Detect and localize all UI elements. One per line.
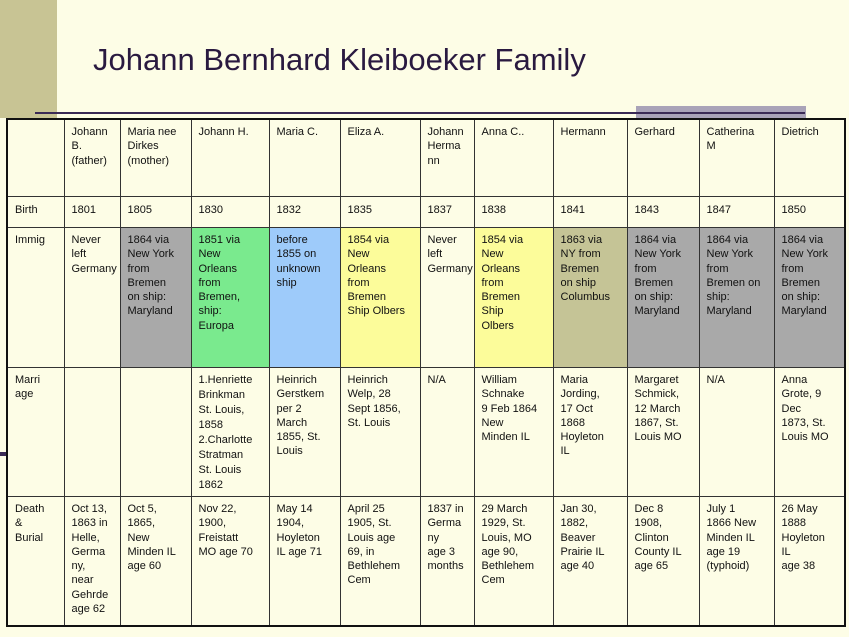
immig-cell: before 1855 on unknown ship bbox=[269, 228, 340, 368]
death-row bbox=[7, 497, 845, 627]
death-cell: Oct 13, 1863 in Helle, Germa ny, near Gehrde age 62 bbox=[64, 497, 120, 627]
birth-cell: 1847 bbox=[699, 197, 774, 228]
marriage-cell: Heinrich Welp, 28 Sept 1856, St. Louis bbox=[340, 368, 420, 497]
marriage-row bbox=[7, 368, 845, 497]
birth-cell: 1850 bbox=[774, 197, 845, 228]
marriage-cell: 1.Henriette Brinkman St. Louis, 1858 2.Charlotte Stratman St. Louis 1862 bbox=[191, 368, 269, 497]
death-cell: 29 March 1929, St. Louis, MO age 90, Bethlehem Cem bbox=[474, 497, 553, 627]
birth-cell: 1843 bbox=[627, 197, 699, 228]
death-cell: May 14 1904, Hoyleton IL age 71 bbox=[269, 497, 340, 627]
birth-cell: 1835 bbox=[340, 197, 420, 228]
person-name: Johann B. (father) bbox=[64, 119, 120, 197]
person-name: Johann Herma nn bbox=[420, 119, 474, 197]
marriage-cell: Margaret Schmick, 12 March 1867, St. Louis MO bbox=[627, 368, 699, 497]
marriage-cell bbox=[120, 368, 191, 497]
marriage-cell: Anna Grote, 9 Dec 1873, St. Louis MO bbox=[774, 368, 845, 497]
person-name: Maria C. bbox=[269, 119, 340, 197]
marriage-cell: Heinrich Gerstkem per 2 March 1855, St. Louis bbox=[269, 368, 340, 497]
death-cell: Nov 22, 1900, Freistatt MO age 70 bbox=[191, 497, 269, 627]
immig-cell: 1851 via New Orleans from Bremen, ship: Europa bbox=[191, 228, 269, 368]
death-cell: Dec 8 1908, Clinton County IL age 65 bbox=[627, 497, 699, 627]
marriage-cell: William Schnake 9 Feb 1864 New Minden IL bbox=[474, 368, 553, 497]
death-cell: Jan 30, 1882, Beaver Prairie IL age 40 bbox=[553, 497, 627, 627]
birth-cell: 1801 bbox=[64, 197, 120, 228]
immig-cell: 1863 via NY from Bremen on ship Columbus bbox=[553, 228, 627, 368]
corner-cell bbox=[7, 119, 64, 197]
immigration-row bbox=[7, 228, 845, 368]
death-cell: July 1 1866 New Minden IL age 19 (typhoid) bbox=[699, 497, 774, 627]
person-name: Maria nee Dirkes (mother) bbox=[120, 119, 191, 197]
birth-row bbox=[7, 197, 845, 228]
person-name: Catherina M bbox=[699, 119, 774, 197]
immig-cell: 1864 via New York from Bremen on ship: Maryland bbox=[120, 228, 191, 368]
immig-cell: 1854 via New Orleans from Bremen Ship Olbers bbox=[474, 228, 553, 368]
birth-cell: 1838 bbox=[474, 197, 553, 228]
person-name: Eliza A. bbox=[340, 119, 420, 197]
death-cell: Oct 5, 1865, New Minden IL age 60 bbox=[120, 497, 191, 627]
marriage-cell bbox=[64, 368, 120, 497]
row-label-immig: Immig bbox=[7, 228, 64, 368]
person-name: Anna C.. bbox=[474, 119, 553, 197]
immig-cell: Never left Germany bbox=[420, 228, 474, 368]
marriage-cell: N/A bbox=[699, 368, 774, 497]
death-cell: 1837 in Germa ny age 3 months bbox=[420, 497, 474, 627]
row-label-birth: Birth bbox=[7, 197, 64, 228]
person-name: Dietrich bbox=[774, 119, 845, 197]
immig-cell: 1864 via New York from Bremen on ship: Maryland bbox=[774, 228, 845, 368]
family-table bbox=[6, 118, 846, 627]
death-cell: April 25 1905, St. Louis age 69, in Bethlehem Cem bbox=[340, 497, 420, 627]
marriage-cell: N/A bbox=[420, 368, 474, 497]
title-rule bbox=[35, 112, 805, 114]
person-name: Hermann bbox=[553, 119, 627, 197]
immig-cell: Never left Germany bbox=[64, 228, 120, 368]
immig-cell: 1864 via New York from Bremen on ship: Maryland bbox=[699, 228, 774, 368]
marriage-cell: Maria Jording, 17 Oct 1868 Hoyleton IL bbox=[553, 368, 627, 497]
row-label-marriage: Marri age bbox=[7, 368, 64, 497]
birth-cell: 1805 bbox=[120, 197, 191, 228]
person-name: Gerhard bbox=[627, 119, 699, 197]
birth-cell: 1830 bbox=[191, 197, 269, 228]
birth-cell: 1837 bbox=[420, 197, 474, 228]
birth-cell: 1832 bbox=[269, 197, 340, 228]
immig-cell: 1854 via New Orleans from Bremen Ship Olbers bbox=[340, 228, 420, 368]
row-label-death: Death & Burial bbox=[7, 497, 64, 627]
header-row bbox=[7, 119, 845, 197]
immig-cell: 1864 via New York from Bremen on ship: Maryland bbox=[627, 228, 699, 368]
birth-cell: 1841 bbox=[553, 197, 627, 228]
left-accent-bar bbox=[0, 0, 57, 118]
death-cell: 26 May 1888 Hoyleton IL age 38 bbox=[774, 497, 845, 627]
person-name: Johann H. bbox=[191, 119, 269, 197]
page-title: Johann Bernhard Kleiboeker Family bbox=[93, 42, 586, 77]
